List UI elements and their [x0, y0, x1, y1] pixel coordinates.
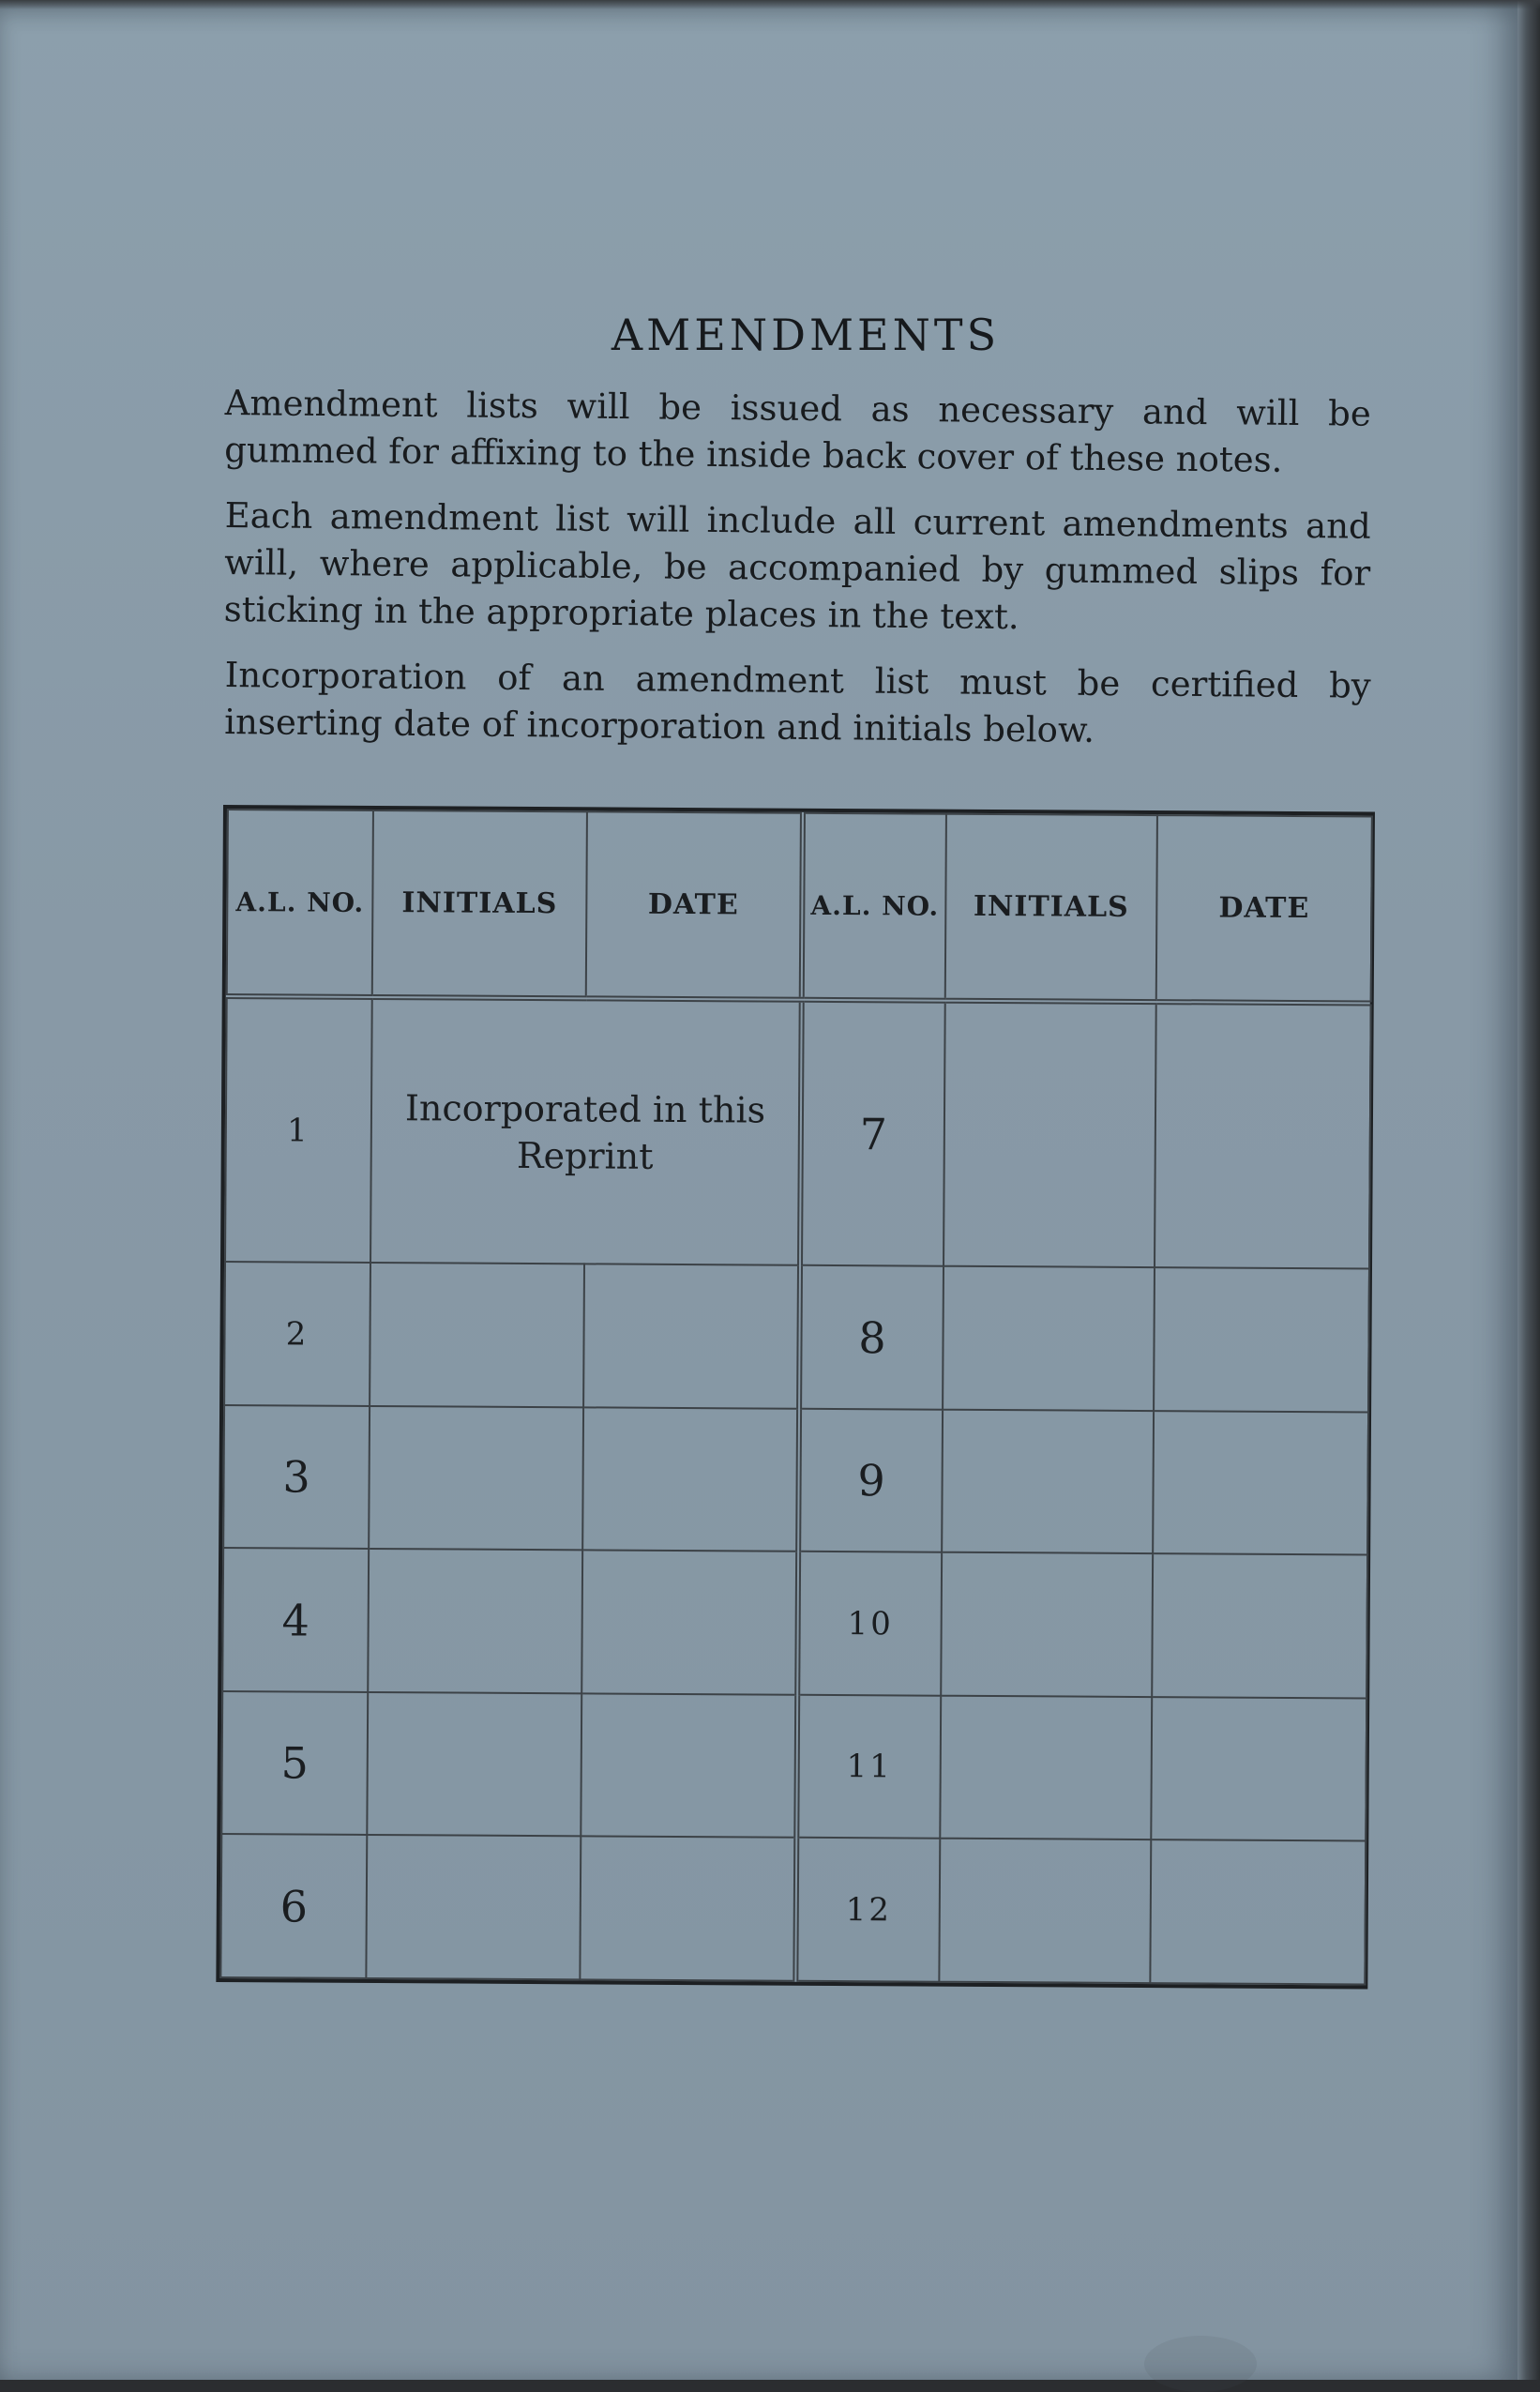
initials-cell[interactable]	[940, 1696, 1152, 1840]
top-edge	[0, 0, 1540, 9]
header-al-no-left: A.L. NO.	[227, 810, 373, 997]
date-cell[interactable]	[1154, 1267, 1369, 1412]
incorporated-note: Incorporated in this Reprint	[370, 997, 802, 1265]
date-cell[interactable]	[1152, 1553, 1367, 1698]
initials-cell[interactable]	[369, 1406, 583, 1551]
table-row	[221, 1691, 1366, 1841]
al-number-right: 8	[799, 1265, 944, 1409]
header-date-left: DATE	[586, 811, 803, 999]
table-row	[225, 996, 1371, 1269]
al-number-left: 3	[223, 1405, 370, 1549]
al-number-left: 6	[220, 1834, 367, 1978]
al-number-right: 7	[800, 1000, 945, 1266]
paper-stain	[1144, 2336, 1257, 2392]
date-cell[interactable]	[1151, 1697, 1366, 1841]
header-date-right: DATE	[1156, 815, 1372, 1003]
date-cell[interactable]	[1155, 1002, 1371, 1269]
date-cell[interactable]	[582, 1407, 799, 1552]
paragraph-issue: Amendment lists will be issued as necessary and will be gummed for affixing to the inside back cover of these notes.	[224, 382, 1371, 480]
initials-cell[interactable]	[941, 1552, 1153, 1697]
al-number-left: 4	[222, 1548, 369, 1691]
initials-cell[interactable]	[366, 1835, 581, 1979]
date-cell[interactable]	[581, 1693, 797, 1838]
initials-cell[interactable]	[368, 1549, 582, 1693]
page-title: AMENDMENTS	[611, 310, 1001, 360]
date-cell[interactable]	[1150, 1839, 1366, 1984]
al-number-right: 10	[797, 1552, 942, 1695]
al-number-right: 12	[795, 1838, 940, 1982]
initials-cell[interactable]	[367, 1692, 581, 1837]
table-header-row	[227, 810, 1372, 1003]
date-cell[interactable]	[581, 1551, 798, 1695]
table-row	[220, 1834, 1366, 1984]
table-row	[224, 1262, 1369, 1412]
al-number-left: 5	[221, 1691, 368, 1835]
initials-cell[interactable]	[939, 1839, 1151, 1983]
header-initials-left: INITIALS	[372, 810, 587, 998]
al-number-right: 11	[796, 1695, 941, 1839]
al-number-left: 1	[225, 996, 372, 1263]
table-row	[223, 1405, 1368, 1555]
al-number-right: 9	[798, 1409, 943, 1552]
header-al-no-right: A.L. NO.	[802, 813, 946, 1001]
initials-cell[interactable]	[370, 1263, 584, 1407]
initials-cell[interactable]	[944, 1001, 1156, 1268]
date-cell[interactable]	[1153, 1411, 1368, 1555]
table-row	[222, 1548, 1367, 1698]
header-initials-right: INITIALS	[945, 814, 1157, 1002]
al-number-left: 2	[224, 1262, 370, 1405]
paragraph-contents: Each amendment list will include all current amendments and will, where applicable, be accompanied by gummed slips for sticking in the appropriate places in the text.	[223, 494, 1371, 638]
date-cell[interactable]	[580, 1837, 796, 1981]
date-cell[interactable]	[583, 1264, 800, 1409]
paragraph-certify: Incorporation of an amendment list must be certified by inserting date of incorporation and initials below.	[224, 654, 1371, 750]
initials-cell[interactable]	[943, 1266, 1155, 1411]
amendments-table	[216, 805, 1375, 1989]
initials-cell[interactable]	[942, 1410, 1154, 1554]
